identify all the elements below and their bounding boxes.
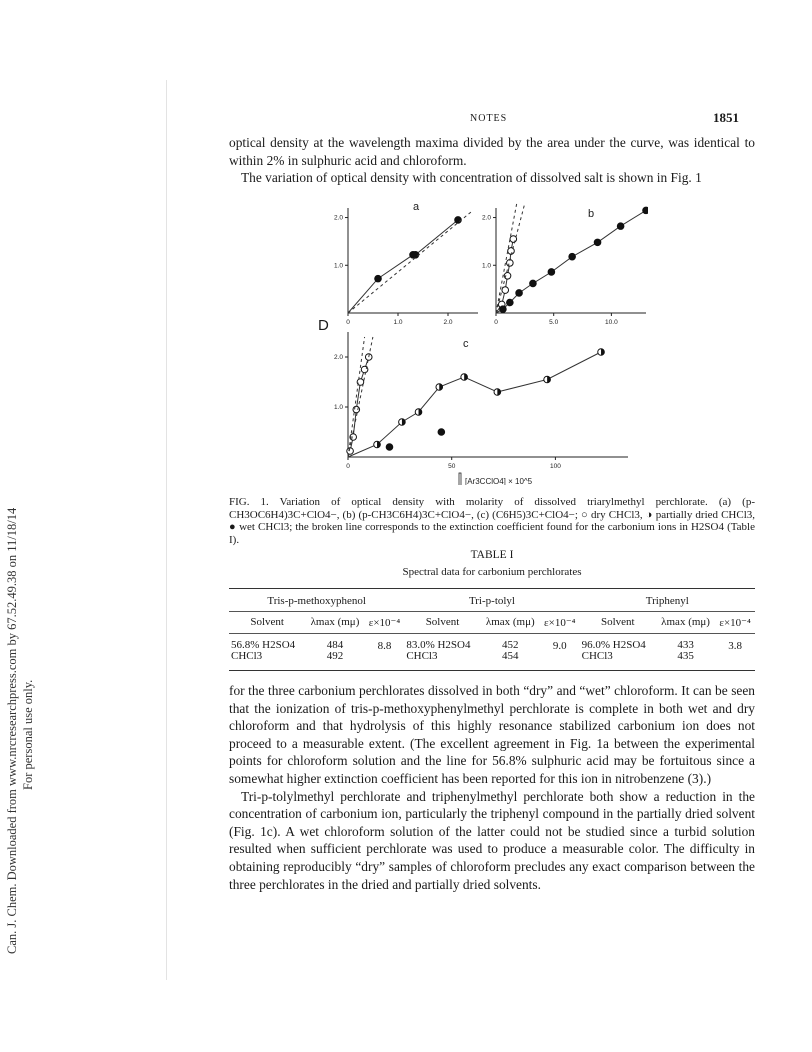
epsilon-value: 8.8 — [377, 640, 392, 652]
figure-side-letter: D — [318, 317, 329, 334]
x-tick-label: 0 — [346, 463, 350, 470]
series-curve — [348, 220, 458, 313]
data-point-filled — [386, 444, 393, 451]
data-point-filled — [455, 217, 462, 224]
watermark-line-1: Can. J. Chem. Downloaded from www.nrcresearchpress.com by 67.52.49.38 on 11/18/14 — [5, 507, 19, 954]
table-row — [229, 634, 755, 671]
x-tick-label: 10.0 — [605, 319, 618, 326]
group-header-phenyl: Triphenyl — [580, 589, 755, 612]
paragraph-2: The variation of optical density with concentration of dissolved salt is shown in Fig. 1 — [241, 170, 702, 186]
lambda-acid: 452 — [502, 639, 519, 651]
figure-1 — [318, 195, 648, 485]
paragraph-1: optical density at the wavelength maxima divided by the area under the curve, was identical to within 2% in sulphuric acid and chloroform. — [229, 135, 755, 168]
solvent-acid: 83.0% H2SO4 — [406, 639, 471, 651]
x-tick-label: 1.0 — [393, 319, 403, 326]
x-tick-label: 0 — [346, 319, 350, 326]
paragraph-3: for the three carbonium perchlorates dissolved in both “dry” and “wet” chloroform. It can be seen that the ionization of tris-p-methoxyphenylmethyl perchlorate is complete in both wet and dry chloroform and that hydrolysis of this highly resonance stabilized carbonium ion does not proceed to a measurable extent. (The excellent agreement in Fig. 1a between the experimental points for chloroform solution and the line for 56.8% sulphuric acid may be fortuitous since a somewhat higher extinction coefficient has been reported for this ion in nitrobenzene (3).) — [229, 683, 755, 786]
col-epsilon: ε×10⁻⁴ — [719, 617, 751, 629]
solvent-acid: 96.0% H2SO4 — [581, 639, 646, 651]
col-solvent: Solvent — [425, 616, 460, 628]
paragraph-intro — [229, 134, 755, 187]
y-tick-label: 1.0 — [333, 262, 343, 270]
bracket-left — [459, 473, 461, 485]
solvent-chcl3: CHCl3 — [581, 650, 613, 662]
data-point-filled — [438, 429, 445, 436]
col-solvent: Solvent — [250, 616, 284, 628]
data-point-filled — [569, 253, 576, 260]
solvent-acid: 56.8% H2SO4 — [231, 639, 296, 651]
y-tick-label: 2.0 — [481, 214, 491, 222]
reference-line — [348, 210, 473, 313]
y-tick-label: 1.0 — [481, 262, 491, 270]
data-point-filled — [516, 290, 523, 297]
data-point-filled — [548, 269, 555, 276]
lambda-chcl3: 492 — [326, 650, 344, 662]
group-header-methoxy: Tris-p-methoxyphenol — [229, 589, 404, 612]
solvent-chcl3: CHCl3 — [406, 650, 438, 662]
y-tick-label: 1.0 — [333, 404, 343, 411]
col-lambda: λmax (mμ) — [661, 616, 710, 628]
lambda-acid: 484 — [326, 639, 344, 651]
series-curve — [348, 352, 601, 457]
x-tick-label: 100 — [549, 463, 561, 470]
lambda-chcl3: 454 — [502, 650, 519, 662]
figure-caption: FIG. 1. Variation of optical density with molarity of dissolved triarylmethyl perchlorate. (a) (p-CH3OC6H4)3C+ClO4−, (b) (p-CH3C6H4)3C+ClO4−, (c) (C6H5)3C+ClO4−; ○ dry CHCl3, ◑ partially dried CHCl3, ● wet CHCl3; the broken line corresponds to the extinction coefficient found for the carbonium ions in H2SO4 (Table I). — [229, 496, 755, 546]
data-point-filled — [617, 223, 624, 230]
watermark-line-2: For personal use only. — [21, 679, 35, 790]
paragraph-results — [229, 682, 755, 893]
data-point-filled — [375, 275, 382, 282]
x-tick-label: 50 — [448, 463, 456, 470]
data-point-filled — [594, 239, 601, 246]
group-header-tolyl: Tri-p-tolyl — [404, 589, 579, 612]
x-axis-label: [Ar3CClO4] × 10^5 — [465, 477, 533, 485]
y-tick-label: 2.0 — [333, 354, 343, 361]
page-number: 1851 — [713, 110, 739, 125]
epsilon-value: 3.8 — [728, 640, 742, 652]
margin-rule — [166, 80, 167, 980]
solvent-chcl3: CHCl3 — [231, 650, 263, 662]
panel-letter: a — [413, 201, 420, 213]
figure-1-svg — [318, 195, 648, 485]
table-subtitle: Spectral data for carbonium perchlorates — [402, 566, 582, 578]
x-tick-label: 2.0 — [443, 319, 453, 326]
col-lambda: λmax (mμ) — [310, 616, 360, 628]
panel-letter: b — [588, 208, 595, 220]
x-tick-label: 0 — [494, 319, 498, 326]
table-title: TABLE I — [470, 549, 514, 561]
col-lambda: λmax (mμ) — [485, 616, 535, 628]
data-point-filled — [530, 280, 537, 287]
col-epsilon: ε×10⁻⁴ — [544, 617, 576, 629]
spectral-data-table — [229, 588, 755, 671]
x-tick-label: 5.0 — [549, 319, 559, 326]
reference-line — [496, 203, 525, 313]
data-point-filled — [643, 207, 648, 214]
data-point-filled — [507, 299, 514, 306]
data-point-filled — [412, 251, 419, 258]
lambda-acid: 433 — [677, 639, 694, 651]
col-epsilon: ε×10⁻⁴ — [368, 617, 401, 629]
reference-line — [348, 337, 373, 457]
panel-letter: c — [463, 338, 469, 350]
paragraph-4: Tri-p-tolylmethyl perchlorate and triphenylmethyl perchlorate both show a reduction in the concentration of carbonium ion, particularly the triphenyl compound in the partially dried solvent (Fig. 1c). A wet chloroform solution of the latter could not be studied since a turbid solution resulted when sufficient perchlorate was used to produce a measurable color. The difficulty in obtaining reproducibly “dry” samples of chloroform precludes any exact comparison between the three perchlorates in the dried and partially dried solvents. — [229, 788, 755, 892]
col-solvent: Solvent — [600, 616, 635, 628]
running-head: NOTES — [470, 113, 508, 124]
y-tick-label: 2.0 — [333, 214, 343, 222]
reference-line — [496, 203, 517, 313]
download-watermark — [2, 300, 42, 960]
data-point-filled — [500, 306, 507, 313]
lambda-chcl3: 435 — [677, 650, 694, 662]
epsilon-value: 9.0 — [552, 640, 567, 652]
